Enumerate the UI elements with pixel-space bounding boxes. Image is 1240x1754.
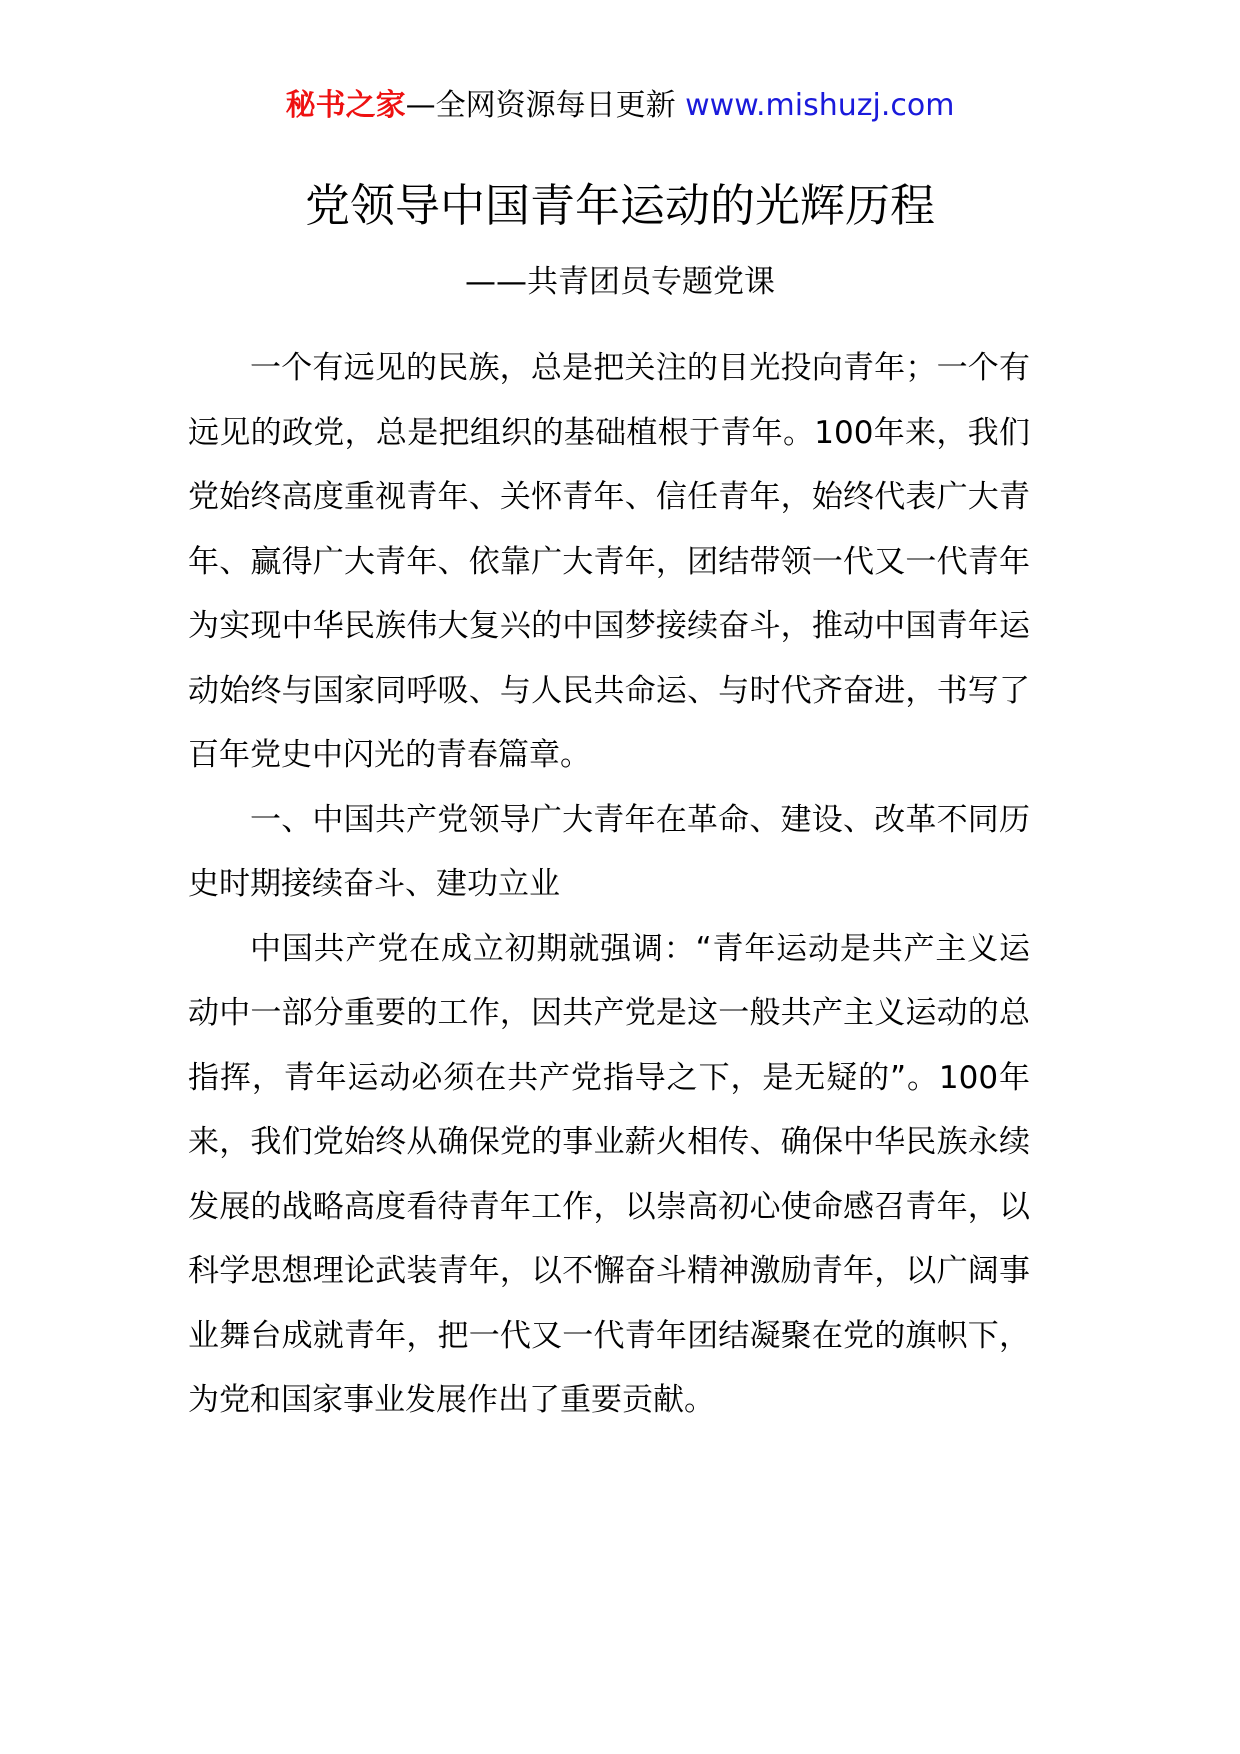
paragraph-intro: 一个有远见的民族，总是把关注的目光投向青年；一个有远见的政党，总是把组织的基础植根于青年。100年来，我们党始终高度重视青年、关怀青年、信任青年，始终代表广大青年、赢得广大青年、依靠广大青年，团结带领一代又一代青年为实现中华民族伟大复兴的中国梦接续奋斗，推动中国青年运动始终与国家同呼吸、与人民共命运、与时代齐奋进，书写了百年党史中闪光的青春篇章。 xyxy=(188,350,1030,773)
header-banner xyxy=(0,86,1240,126)
paragraph-section-1: 中国共产党在成立初期就强调：“青年运动是共产主义运动中一部分重要的工作，因共产党是这一般共产主义运动的总指挥，青年运动必须在共产党指导之下，是无疑的”。100年来，我们党始终从确保党的事业薪火相传、确保中华民族永续发展的战略高度看待青年工作，以崇高初心使命感召青年，以科学思想理论武装青年，以不懈奋斗精神激励青年，以广阔事业舞台成就青年，把一代又一代青年团结凝聚在党的旗帜下，为党和国家事业发展作出了重要贡献。 xyxy=(188,930,1030,1418)
header-tagline: —全网资源每日更新 xyxy=(405,88,676,123)
brand-name: 秘书之家 xyxy=(285,88,406,123)
document-body xyxy=(188,336,1030,1433)
document-title: 党领导中国青年运动的光辉历程 xyxy=(304,179,935,232)
section-heading-1: 一、中国共产党领导广大青年在革命、建设、改革不同历史时期接续奋斗、建功立业 xyxy=(188,801,1030,902)
site-url-link[interactable]: www.mishuzj.com xyxy=(685,88,955,123)
document-subtitle: ——共青团员专题党课 xyxy=(465,264,775,300)
